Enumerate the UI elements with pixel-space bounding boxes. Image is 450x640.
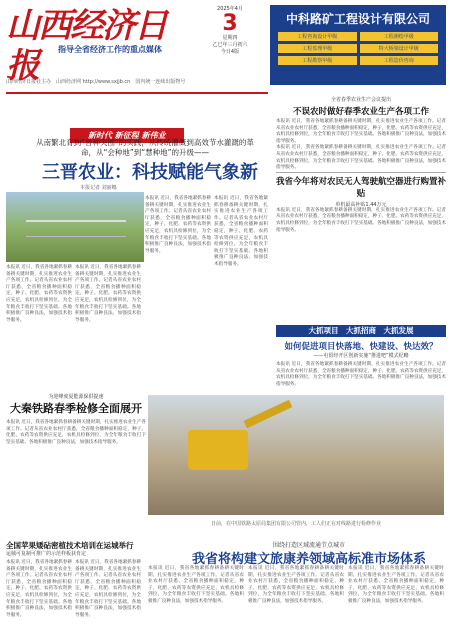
date-edition: 今日4版 xyxy=(220,49,240,55)
article-column: 本报讯 近日，我省各地紧抓春耕备耕关键时期，扎实推进农业生产各项工作。记者从省农业农村厅获悉，全省粮食播种面积稳定，种子、化肥、农药等农资供应充足，农机具检修到位，为全年粮食丰收打下坚实基础。各地积极推广良种良法，加强技术指导服务。 xyxy=(6,560,72,618)
article-column: 本报讯 近日，我省各地紧抓春耕备耕关键时期，扎实推进农业生产各项工作。记者从省农业农村厅获悉，全省粮食播种面积稳定，种子、化肥、农药等农资供应充足，农机具检修到位，为全年粮食丰收打下坚实基础。各地积极推广良种良法，加强技术指导服务。 xyxy=(145,196,211,254)
excavator-photo xyxy=(148,395,444,515)
mid-story-text: 本报讯 近日，我省各地紧抓春耕备耕关键时期，扎实推进农业生产各项工作。记者从省农业农村厅获悉，全省粮食播种面积稳定，种子、化肥、农药等农资供应充足，农机具检修到位，为全年粮食丰收打下坚实基础。各地积极推广良种良法，加强技术指导服务。 xyxy=(276,362,446,387)
lead-byline: 本报记者 刘丽娜 xyxy=(80,185,117,191)
lead-subhead: 从南繁北育到“晋种突围”的实践，从传统灌溉到高效节水灌溉的革命，从“会种地”到“慧种地”的升级—— xyxy=(36,138,254,157)
ad-cell: 工程勘察甲级 xyxy=(278,56,357,65)
date-day: 3 xyxy=(222,11,238,36)
ad-cell: 工程咨询设计甲级 xyxy=(278,32,357,41)
article-column: 本报讯 近日，我省各地紧抓春耕备耕关键时期，扎实推进农业生产各项工作。记者从省农业农村厅获悉，全省粮食播种面积稳定，种子、化肥、农药等农资供应充足，农机具检修到位，为全年粮食丰收打下坚实基础。各地积极推广良种良法，加强技术指导服务。 xyxy=(348,566,444,604)
top-advertisement xyxy=(270,5,446,85)
article-column: 本报讯 近日，我省各地紧抓春耕备耕关键时期，扎实推进农业生产各项工作。记者从省农业农村厅获悉，全省粮食播种面积稳定，种子、化肥、农药等农资供应充足，农机具检修到位，为全年粮食丰收打下坚实基础。各地积极推广良种良法，加强技术指导服务。 xyxy=(75,265,141,323)
market-headline: 我省将构建文旅康养领域高标准市场体系 xyxy=(191,552,426,567)
tech-headline: 全国苹果矮砧密植技术培训在运城举行 xyxy=(6,541,134,550)
ad-cell: 工程造价咨询 xyxy=(360,56,439,65)
ad-cell: 特大桥梁设计甲级 xyxy=(360,44,439,53)
info-bar: 山西经济日报社主办 山西经济网 http://www.sxjjb.cn 国内统一连续出版物号 xyxy=(6,79,186,85)
masthead-title: 山西经济日报 xyxy=(6,6,166,86)
photo-caption: 日前，在中国铁路太原局集团有限公司管内，工人们正在对线路进行检修作业 xyxy=(210,521,381,527)
market-kicker: 围绕打造区域流通节点城市 xyxy=(272,542,345,549)
article-column: 本报讯 近日，我省各地紧抓春耕备耕关键时期，扎实推进农业生产各项工作。记者从省农业农村厅获悉，全省粮食播种面积稳定，种子、化肥、农药等农资供应充足，农机具检修到位，为全年粮食丰收打下坚实基础。各地积极推广良种良法，加强技术指导服务。 xyxy=(214,196,268,267)
lead-headline: 三晋农业：科技赋能气象新 xyxy=(42,162,258,183)
date-year-month: 2025年4月 xyxy=(217,6,243,12)
rail-kicker: 为迎峰度夏能源保供提速 xyxy=(48,394,104,400)
date-block xyxy=(200,6,260,76)
mid-story-headline: 如何促进项目快落地、快建设、快达效？ xyxy=(284,342,438,352)
rail-text: 本报讯 近日，我省各地紧抓春耕备耕关键时期，扎实推进农业生产各项工作。记者从省农业农村厅获悉，全省粮食播种面积稳定，种子、化肥、农药等农资供应充足，农机具检修到位，为全年粮食丰收打下坚实基础。各地积极推广良种良法，加强技术指导服务。 xyxy=(6,420,146,445)
ad-cell: 工程监理甲级 xyxy=(278,44,357,53)
article-column: 本报讯 近日，我省各地紧抓春耕备耕关键时期，扎实推进农业生产各项工作。记者从省农业农村厅获悉，全省粮食播种面积稳定，种子、化肥、农药等农资供应充足，农机具检修到位，为全年粮食丰收打下坚实基础。各地积极推广良种良法，加强技术指导服务。 xyxy=(148,566,244,604)
ad-title: 中科路矿工程设计有限公司 xyxy=(285,12,430,26)
ad-cell: 工程测绘甲级 xyxy=(360,32,439,41)
mid-story-sub: ——屯留经开区创新实施“推进吧”模式纪略 xyxy=(313,353,409,359)
section-band: 大抓项目 大抓招商 大抓发展 xyxy=(276,325,446,337)
right-top-headline: 不误农时做好春季农业生产各项工作 xyxy=(292,107,429,117)
divider xyxy=(276,172,446,173)
irrigation-photo xyxy=(6,192,144,262)
right-column xyxy=(276,96,446,234)
date-lunar: 乙巳年三月初六 xyxy=(212,42,248,48)
lead-banner: 新时代 新征程 新伟业 xyxy=(70,128,184,143)
rail-headline: 大秦铁路春季检修全面展开 xyxy=(10,402,142,415)
right-mid-sub: 单机最高补贴1.44万元 xyxy=(335,201,387,208)
right-mid-text: 本报讯 近日，我省各地紧抓春耕备耕关键时期，扎实推进农业生产各项工作。记者从省农业农村厅获悉，全省粮食播种面积稳定，种子、化肥、农药等农资供应充足，农机具检修到位，为全年粮食丰收打下坚实基础。各地积极推广良种良法，加强技术指导服务。 xyxy=(276,207,446,233)
right-top-text-2: 本报讯 近日，我省各地紧抓春耕备耕关键时期，扎实推进农业生产各项工作。记者从省农业农村厅获悉，全省粮食播种面积稳定，种子、化肥、农药等农资供应充足，农机具检修到位，为全年粮食丰收打下坚实基础。各地积极推广良种良法，加强技术指导服务。 xyxy=(276,145,446,171)
tech-sub: 运城可复制可推广的示范样板获肯定 xyxy=(6,551,87,557)
excavator-shape xyxy=(188,430,248,470)
masthead-divider xyxy=(6,92,268,94)
right-top-kicker: 全省春季农业生产会议提出 xyxy=(330,97,391,103)
article-column: 本报讯 近日，我省各地紧抓春耕备耕关键时期，扎实推进农业生产各项工作。记者从省农业农村厅获悉，全省粮食播种面积稳定，种子、化肥、农药等农资供应充足，农机具检修到位，为全年粮食丰收打下坚实基础。各地积极推广良种良法，加强技术指导服务。 xyxy=(6,265,72,323)
article-column: 本报讯 近日，我省各地紧抓春耕备耕关键时期，扎实推进农业生产各项工作。记者从省农业农村厅获悉，全省粮食播种面积稳定，种子、化肥、农药等农资供应充足，农机具检修到位，为全年粮食丰收打下坚实基础。各地积极推广良种良法，加强技术指导服务。 xyxy=(248,566,344,604)
date-weekday: 星期四 xyxy=(222,35,238,41)
masthead-slogan: 指导全省经济工作的重点媒体 xyxy=(58,45,162,54)
article-column: 本报讯 近日，我省各地紧抓春耕备耕关键时期，扎实推进农业生产各项工作。记者从省农业农村厅获悉，全省粮食播种面积稳定，种子、化肥、农药等农资供应充足，农机具检修到位，为全年粮食丰收打下坚实基础。各地积极推广良种良法，加强技术指导服务。 xyxy=(75,560,141,618)
right-top-text: 本报讯 近日，我省各地紧抓春耕备耕关键时期，扎实推进农业生产各项工作。记者从省农业农村厅获悉，全省粮食播种面积稳定，种子、化肥、农药等农资供应充足，农机具检修到位，为全年粮食丰收打下坚实基础。各地积极推广良种良法，加强技术指导服务。 xyxy=(276,119,446,144)
right-mid-headline: 我省今年将对农民无人驾驶航空器进行购置补贴 xyxy=(276,176,447,199)
